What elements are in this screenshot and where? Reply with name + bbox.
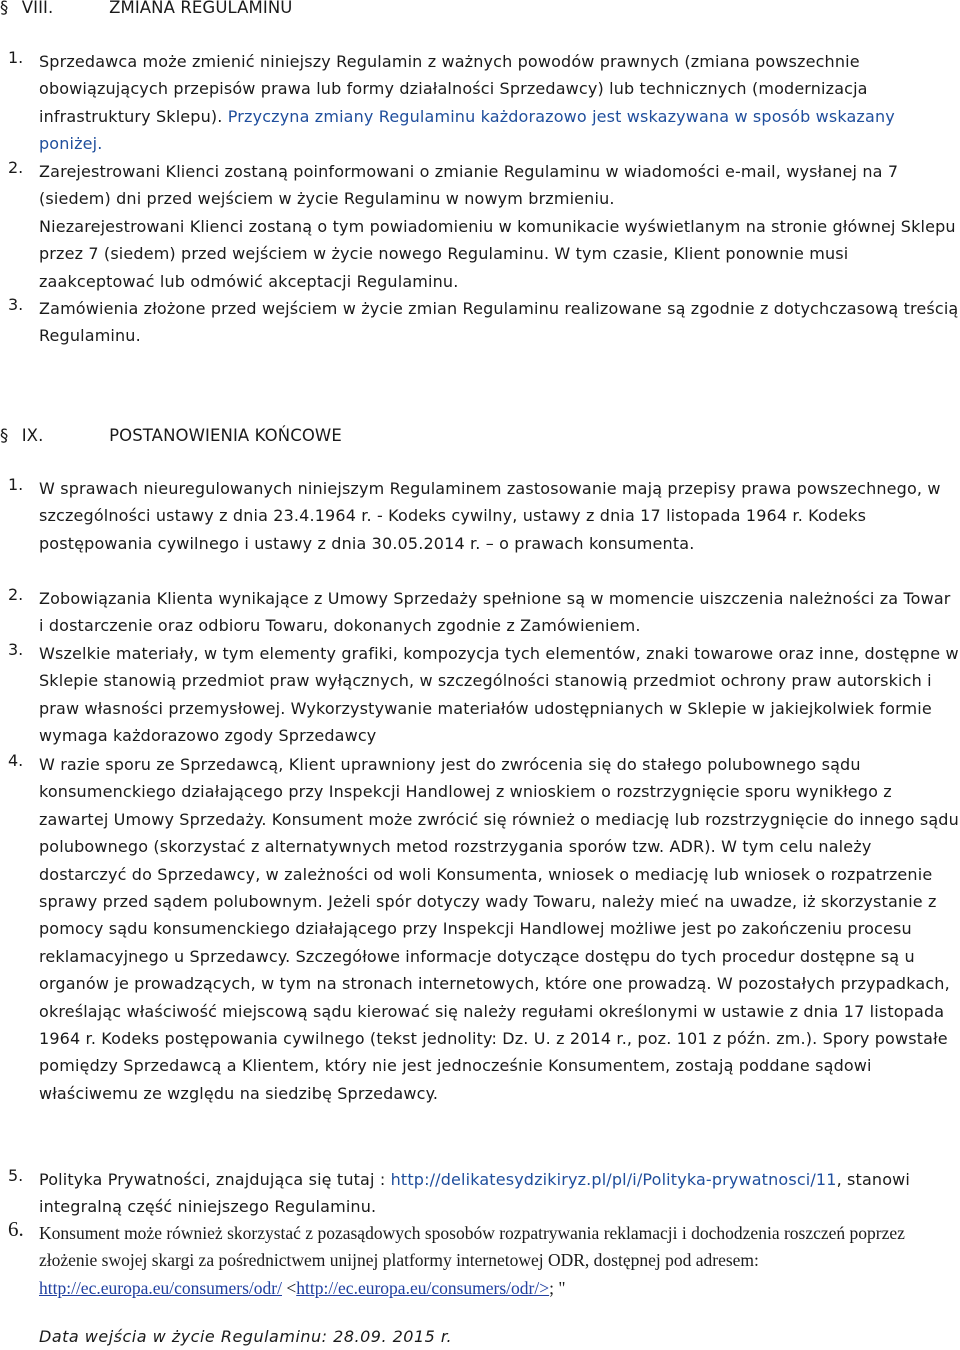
odr-platform-link[interactable]: http://ec.europa.eu/consumers/odr/ [39, 1277, 282, 1298]
paragraph-number: 6. [8, 1217, 24, 1241]
effective-date: Data wejścia w życie Regulaminu: 28.09. 2015 r. [39, 1327, 453, 1346]
paragraph-viii-3 [0, 295, 960, 350]
paragraph-text: Konsument może również skorzystać z pozasądowych sposobów rozpatrywania reklamacji i dochodzenia roszczeń poprzez złożenie swojej skargi za pośrednictwem unijnej platformy internetowej ODR, dostępnej pod adresem: [39, 1223, 905, 1271]
section-heading-ix [0, 426, 342, 445]
section-number: IX. [21, 426, 44, 445]
paragraph-ix-2 [0, 585, 960, 640]
paragraph-text: Sprzedawca może zmienić niniejszy Regulamin z ważnych powodów prawnych (zmiana powszechnie obowiązujących przepisów prawa lub formy działalności Sprzedawcy) lub technicznych (modernizacja infrastruktury Sklepu). [39, 52, 868, 126]
paragraph-text: W sprawach nieuregulowanych niniejszym Regulaminem zastosowanie mają przepisy prawa powszechnego, w szczególności ustawy z dnia 23.4.1964 r. - Kodeks cywilny, ustawy z dnia 17 listopada 1964 r. Kodeks postępowania cywilnego i ustawy z dnia 30.05.2014 r. – o prawach konsumenta. [39, 479, 941, 553]
paragraph-ix-4 [0, 751, 960, 1107]
paragraph-number: 3. [8, 295, 24, 314]
paragraph-text: , stanowi integralną część niniejszego Regulaminu. [39, 1170, 910, 1217]
paragraph-text: Polityka Prywatności, znajdująca się tutaj : [39, 1170, 386, 1189]
paragraph-ix-5 [0, 1166, 960, 1221]
section-heading-viii [0, 0, 292, 17]
privacy-policy-link[interactable]: http://delikatesydzikiryz.pl/pl/i/Polityka-prywatnosci/11 [390, 1170, 837, 1189]
section-sign: § [0, 0, 9, 17]
paragraph-text: Zobowiązania Klienta wynikające z Umowy Sprzedaży spełnione są w momencie uiszczenia należności za Towar i dostarczenie oraz odbioru Towaru, dokonanych zgodnie z Zamówieniem. [39, 589, 951, 636]
paragraph-ix-3 [0, 640, 960, 750]
angle-bracket: < [286, 1277, 297, 1298]
paragraph-number: 2. [8, 158, 24, 177]
paragraph-text: Wszelkie materiały, w tym elementy grafiki, kompozycja tych elementów, znaki towarowe oraz inne, dostępne w Sklepie stanowią przedmiot praw wyłącznych, w szczególności stanowią przedmiot ochrony praw autorskich i praw własności przemysłowej. Wykorzystywanie materiałów udostępnianych w Sklepie w jakiejkolwiek formie wymaga każdorazowo zgody Sprzedawcy [39, 644, 959, 746]
paragraph-number: 5. [8, 1166, 24, 1185]
paragraph-number: 4. [8, 751, 24, 770]
paragraph-viii-1 [0, 48, 960, 158]
paragraph-viii-2 [0, 158, 960, 295]
paragraph-ix-1 [0, 475, 960, 557]
paragraph-number: 1. [8, 48, 24, 67]
paragraph-text: W razie sporu ze Sprzedawcą, Klient uprawniony jest do zwrócenia się do stałego polubownego sądu konsumenckiego działającego przy Inspekcji Handlowej z wnioskiem o rozstrzygnięcie sporu wynikłego z zawartej Umowy Sprzedaży. Konsument może zwrócić się również o mediację lub rozstrzygnięcie do innego sądu polubownego (skorzystać z alternatywnych metod rozstrzygania sporów tzw. ADR). W tym celu należy dostarczyć do Sprzedawcy, w zależności od woli Konsumenta, wniosek o mediację lub wniosek o rozpatrzenie sprawy przed sądem polubownym. Jeżeli spór dotyczy wady Towaru, należy mieć na uwadze, iż skorzystanie z pomocy sądu konsumenckiego działającego przy Inspekcji Handlowej możliwe jest po zakończeniu procesu reklamacyjnego u Sprzedawcy. Szczegółowe informacje dotyczące dostępu do tych procedur dostępne są u organów je prowadzących, w tym na stronach internetowych, które one prowadzą. W pozostałych przypadkach, określając właściwość miejscową sądu kierować się należy regułami określonymi w ustawie z dnia 17 listopada 1964 r. Kodeks postępowania cywilnego (tekst jednolity: Dz. U. z 2014 r., poz. 101 z późn. zm.). Spory powstałe pomiędzy Sprzedawcą a Klientem, który nie jest jednocześnie Konsumentem, zostają poddane sądowi właściwemu ze względu na siedzibę Sprzedawcy. [39, 755, 959, 1103]
paragraph-text: Zarejestrowani Klienci zostaną poinformowani o zmianie Regulaminu w wiadomości e-mail, wysłanej na 7 (siedem) dni przed wejściem w życie Regulaminu w nowym brzmieniu. [39, 162, 899, 209]
paragraph-number: 1. [8, 475, 24, 494]
paragraph-text: Niezarejestrowani Klienci zostaną o tym powiadomieniu w komunikacie wyświetlanym na stronie głównej Sklepu przez 7 (siedem) przed wejściem w życie nowego Regulaminu. W tym czasie, Klient ponownie musi zaakceptować lub odmówić akceptacji Regulaminu. [39, 216, 956, 291]
section-number: VIII. [21, 0, 54, 17]
section-sign: § [0, 426, 9, 445]
section-title: ZMIANA REGULAMINU [109, 0, 293, 17]
paragraph-text: ; " [549, 1277, 566, 1298]
section-title: POSTANOWIENIA KOŃCOWE [109, 426, 342, 445]
paragraph-text: Zamówienia złożone przed wejściem w życie zmian Regulaminu realizowane są zgodnie z dotychczasową treścią Regulaminu. [39, 299, 959, 346]
paragraph-number: 3. [8, 640, 24, 659]
paragraph-text-highlighted: Przyczyna zmiany Regulaminu każdorazowo jest wskazywana w sposób wskazany poniżej. [39, 106, 895, 154]
paragraph-ix-6 [0, 1217, 960, 1302]
odr-platform-link-alt[interactable]: http://ec.europa.eu/consumers/odr/> [296, 1277, 550, 1298]
paragraph-number: 2. [8, 585, 24, 604]
